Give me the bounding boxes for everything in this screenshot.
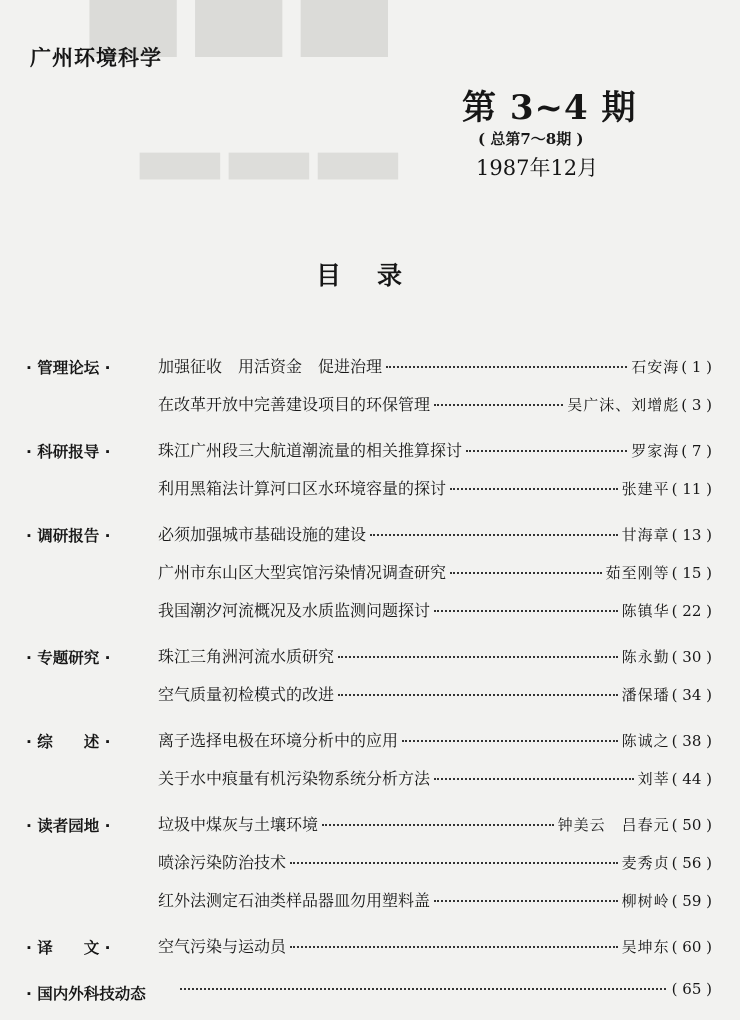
toc-entry bbox=[158, 560, 712, 583]
toc-entry bbox=[158, 888, 712, 911]
toc-author: 吴广沫、刘增彪 bbox=[567, 396, 680, 414]
dot-leader bbox=[434, 899, 618, 902]
toc-entry bbox=[158, 934, 712, 957]
dot-leader bbox=[290, 861, 618, 864]
toc-row[interactable] bbox=[0, 436, 740, 474]
toc-row[interactable] bbox=[0, 596, 740, 634]
toc-entry bbox=[158, 644, 712, 667]
table-of-contents bbox=[0, 352, 740, 1016]
toc-section-label: · 科研报导 · bbox=[26, 443, 111, 461]
toc-page-number: ( 7 ) bbox=[681, 442, 712, 460]
toc-author: 吴坤东 bbox=[621, 938, 670, 956]
toc-article-title: 珠江广州段三大航道潮流量的相关推算探讨 bbox=[158, 441, 463, 460]
toc-article-title: 利用黑箱法计算河口区水环境容量的探讨 bbox=[158, 479, 447, 498]
dot-leader bbox=[338, 693, 618, 696]
toc-page-number: ( 13 ) bbox=[671, 526, 712, 544]
toc-entry bbox=[158, 598, 712, 621]
toc-row[interactable] bbox=[0, 680, 740, 718]
toc-author: 茹至刚等 bbox=[605, 564, 670, 582]
toc-section-label: · 综 述 · bbox=[26, 733, 111, 751]
toc-row[interactable] bbox=[0, 352, 740, 390]
toc-article-title: 关于水中痕量有机污染物系统分析方法 bbox=[158, 769, 431, 788]
toc-page-number: ( 38 ) bbox=[671, 732, 712, 750]
toc-row[interactable] bbox=[0, 886, 740, 924]
toc-author: 甘海章 bbox=[621, 526, 670, 544]
journal-name: 广州环境科学 bbox=[30, 46, 162, 70]
dot-leader bbox=[434, 403, 563, 406]
toc-author: 潘保璠 bbox=[621, 686, 670, 704]
toc-entry bbox=[158, 392, 712, 415]
toc-page-number: ( 30 ) bbox=[671, 648, 712, 666]
toc-author: 陈诚之 bbox=[621, 732, 670, 750]
toc-section-label: · 国内外科技动态 bbox=[26, 985, 146, 1003]
toc-author: 陈永勤 bbox=[621, 648, 670, 666]
toc-article-title: 空气污染与运动员 bbox=[158, 937, 287, 956]
toc-entry bbox=[158, 522, 712, 545]
dot-leader bbox=[386, 365, 627, 368]
toc-entry bbox=[158, 812, 712, 835]
toc-row[interactable] bbox=[0, 558, 740, 596]
toc-page-number: ( 56 ) bbox=[671, 854, 712, 872]
dot-leader bbox=[450, 487, 618, 490]
toc-author: 陈镇华 bbox=[621, 602, 670, 620]
dot-leader bbox=[180, 987, 666, 990]
toc-article-title: 珠江三角洲河流水质研究 bbox=[158, 647, 335, 666]
dot-leader bbox=[290, 945, 618, 948]
toc-section-label: · 专题研究 · bbox=[26, 649, 111, 667]
toc-article-title: 在改革开放中完善建设项目的环保管理 bbox=[158, 395, 431, 414]
dot-leader bbox=[434, 777, 634, 780]
toc-entry bbox=[176, 980, 712, 998]
dot-leader bbox=[402, 739, 618, 742]
toc-article-title: 加强征收 用活资金 促进治理 bbox=[158, 357, 383, 376]
toc-page-number: ( 50 ) bbox=[671, 816, 712, 834]
toc-row[interactable] bbox=[0, 642, 740, 680]
issue-total-number: ( 总第7～8期 ) bbox=[478, 130, 584, 148]
toc-page-number: ( 34 ) bbox=[671, 686, 712, 704]
toc-article-title: 我国潮汐河流概况及水质监测问题探讨 bbox=[158, 601, 431, 620]
toc-author: 麦秀贞 bbox=[621, 854, 670, 872]
toc-row[interactable] bbox=[0, 810, 740, 848]
dot-leader bbox=[434, 609, 618, 612]
toc-author: 柳树岭 bbox=[621, 892, 670, 910]
toc-author: 张建平 bbox=[621, 480, 670, 498]
toc-row[interactable] bbox=[0, 474, 740, 512]
dot-leader bbox=[450, 571, 602, 574]
toc-author: 石安海 bbox=[631, 358, 680, 376]
toc-page-number: ( 65 ) bbox=[671, 980, 712, 998]
toc-article-title: 离子选择电极在环境分析中的应用 bbox=[158, 731, 399, 750]
toc-author: 罗家海 bbox=[631, 442, 680, 460]
show-through-texture: ▇▇▇▇ ▇▇▇▇ ▇▇▇▇ bbox=[140, 150, 399, 180]
toc-page-number: ( 22 ) bbox=[671, 602, 712, 620]
toc-article-title: 必须加强城市基础设施的建设 bbox=[158, 525, 367, 544]
dot-leader bbox=[338, 655, 618, 658]
toc-entry bbox=[158, 766, 712, 789]
toc-entry bbox=[158, 476, 712, 499]
toc-section-label: · 译 文 · bbox=[26, 939, 111, 957]
toc-row[interactable] bbox=[0, 848, 740, 886]
toc-row[interactable] bbox=[0, 932, 740, 970]
dot-leader bbox=[466, 449, 627, 452]
toc-entry bbox=[158, 682, 712, 705]
toc-page-number: ( 59 ) bbox=[671, 892, 712, 910]
toc-row[interactable] bbox=[0, 978, 740, 1016]
issue-date: 1987年12月 bbox=[476, 156, 599, 180]
toc-page-number: ( 3 ) bbox=[681, 396, 712, 414]
toc-page-number: ( 1 ) bbox=[681, 358, 712, 376]
toc-article-title: 红外法测定石油类样品器皿勿用塑料盖 bbox=[158, 891, 431, 910]
toc-author: 刘莘 bbox=[637, 770, 670, 788]
issue-number: 第 3~4 期 bbox=[462, 88, 637, 128]
toc-entry bbox=[158, 728, 712, 751]
toc-title: 目录 bbox=[316, 261, 439, 290]
toc-page-number: ( 44 ) bbox=[671, 770, 712, 788]
show-through-texture: ▇▇ ▇▇ ▇▇ bbox=[90, 0, 388, 57]
toc-row[interactable] bbox=[0, 390, 740, 428]
toc-page-number: ( 11 ) bbox=[671, 480, 712, 498]
toc-article-title: 广州市东山区大型宾馆污染情况调查研究 bbox=[158, 563, 447, 582]
dot-leader bbox=[370, 533, 618, 536]
dot-leader bbox=[322, 823, 554, 826]
toc-page-number: ( 15 ) bbox=[671, 564, 712, 582]
toc-row[interactable] bbox=[0, 726, 740, 764]
toc-article-title: 垃圾中煤灰与土壤环境 bbox=[158, 815, 319, 834]
toc-row[interactable] bbox=[0, 764, 740, 802]
toc-section-label: · 调研报告 · bbox=[26, 527, 111, 545]
toc-row[interactable] bbox=[0, 520, 740, 558]
toc-section-label: · 读者园地 · bbox=[26, 817, 111, 835]
toc-article-title: 空气质量初检模式的改进 bbox=[158, 685, 335, 704]
toc-article-title: 喷涂污染防治技术 bbox=[158, 853, 287, 872]
toc-entry bbox=[158, 354, 712, 377]
toc-page-number: ( 60 ) bbox=[671, 938, 712, 956]
toc-entry bbox=[158, 850, 712, 873]
toc-entry bbox=[158, 438, 712, 461]
toc-author: 钟美云 吕春元 bbox=[557, 816, 670, 834]
toc-section-label: · 管理论坛 · bbox=[26, 359, 111, 377]
